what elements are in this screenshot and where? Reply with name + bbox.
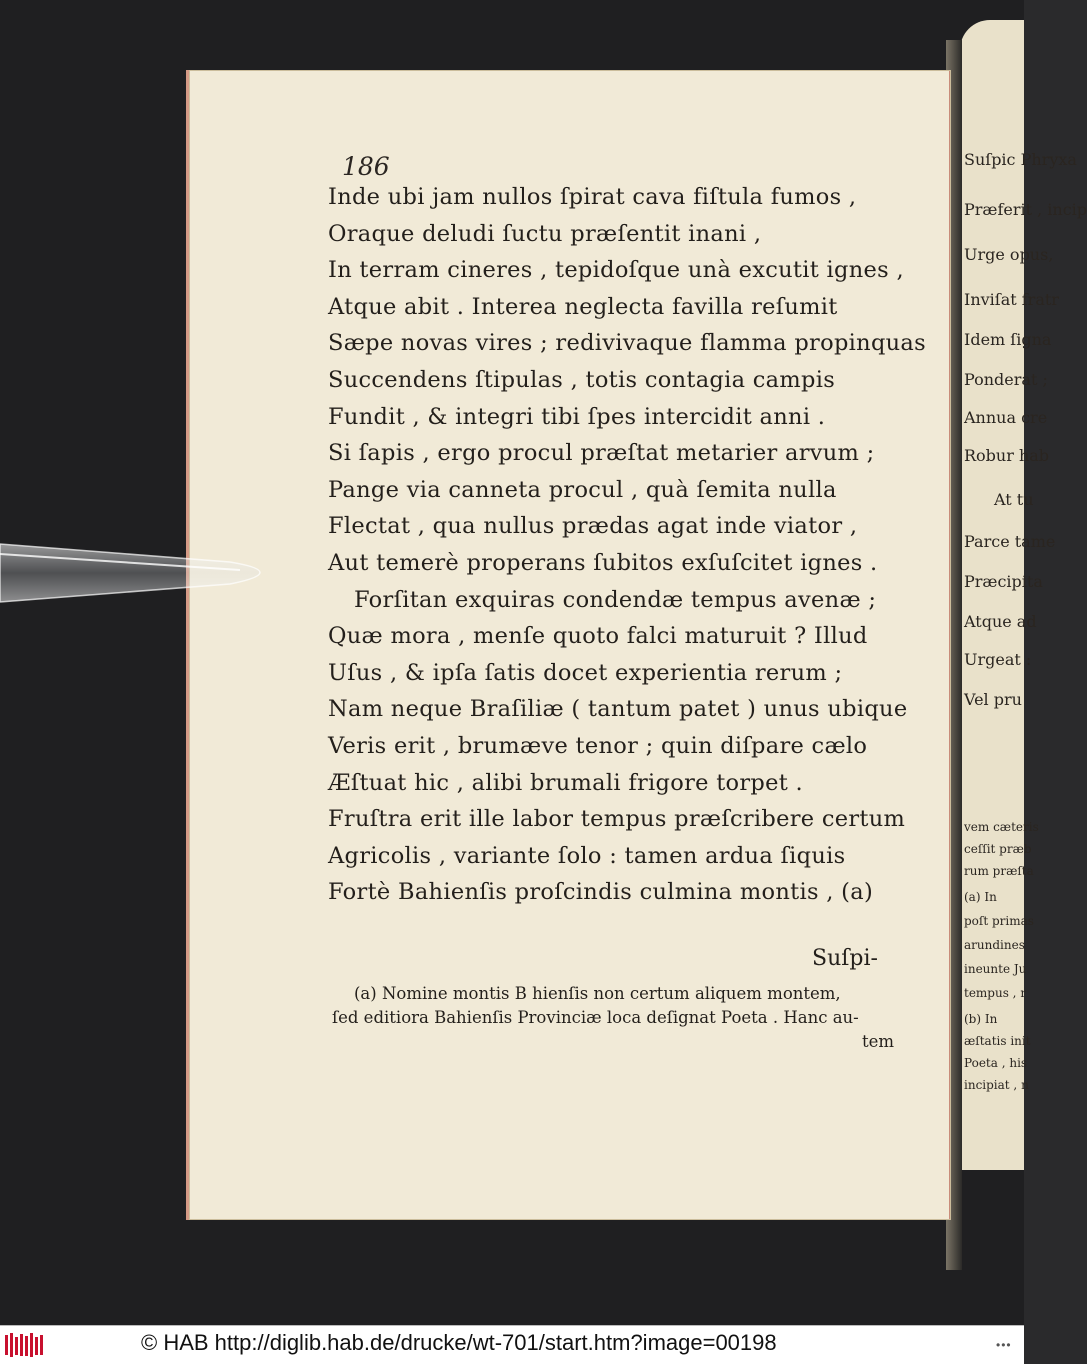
facing-page-fragment: (b) In [964,1012,998,1026]
facing-page-fragment: rum præſta [964,864,1034,878]
page-number: 186 [342,152,390,181]
verse-line: Uſus , & ipſa ſatis docet experientia rerum ; [328,659,843,686]
facing-page-fragment: Poeta , his [964,1056,1028,1070]
verse-line: Si ſapis , ergo procul præſtat metarier arvum ; [328,440,875,467]
verse-line: Agricolis , variante ſolo : tamen ardua ſiquis [328,842,846,869]
facing-page-fragment: æſtatis init [964,1034,1031,1048]
footnote-line: tem [862,1032,895,1051]
verse-line: Inde ubi jam nullos ſpirat cava fiſtula fumos , [328,184,857,210]
verse-line: Succendens ſtipulas , totis contagia campis [328,367,836,393]
copyright-link[interactable]: © HAB http://diglib.hab.de/drucke/wt-701/start.htm?image=00198 [141,1330,777,1355]
menu-dots-icon[interactable]: ••• [996,1338,1012,1352]
facing-page [960,20,1087,1170]
catchword: Suſpi- [812,946,878,971]
facing-page-fragment: Præcipita [964,572,1043,591]
verse-line: Fortè Bahienſis proſcindis culmina montis , (a) [328,879,874,906]
facing-page-fragment: (a) In [964,890,997,904]
facing-page-fragment: Inviſat fratr [964,290,1059,309]
verse-line: In terram cineres , tepidoſque unà excutit ignes , [328,257,904,284]
facing-page-fragment: Vel pru [964,690,1022,709]
verse-line: Æſtuat hic , alibi brumali frigore torpet . [328,769,803,796]
facing-page-fragment: incipiat , n [964,1078,1029,1092]
facing-page-fragment: tempus , r [964,986,1027,1000]
verse-line: Forſitan exquiras condendæ tempus avenæ ; [354,586,877,613]
facing-page-fragment: Idem ſigna [964,330,1052,349]
verse-line: Flectat , qua nullus prædas agat inde viator , [328,513,858,540]
facing-page-fragment: Urgeat : [964,650,1032,669]
hab-logo-icon [4,1331,44,1359]
facing-page-fragment: Præferit , incip [964,200,1087,219]
facing-page-fragment: Suſpic Phryxa [964,150,1077,169]
facing-page-fragment: vem cæteris [964,820,1039,834]
verse-line: Aut temerè properans ſubitos exſuſcitet ignes . [328,550,878,576]
verse-line: Nam neque Braſiliæ ( tantum patet ) unus ubique [328,696,908,723]
verse-line: Fruſtra erit ille labor tempus præſcribere certum [328,806,906,833]
verse-line: Veris erit , brumæve tenor ; quin diſpare cælo [328,733,868,759]
verse-line: Sæpe novas vires ; redivivaque flamma propinquas [328,330,926,357]
facing-page-fragment: ceſſit præb [964,842,1032,856]
facing-page-fragment: Robur hab [964,446,1050,465]
footnote-line: (a) Nomine montis B hienſis non certum aliquem montem, [354,984,841,1003]
facing-page-fragment: Ponderat ; [964,370,1048,389]
glass-pin-overlay [0,540,300,606]
viewer-footer [0,1325,1024,1364]
facing-page-fragment: Atque ad [964,612,1037,631]
verse-line: Quæ mora , menſe quoto falci maturuit ? Illud [328,623,868,650]
verse-line: Oraque deludi ſuctu præſentit inani , [328,220,762,247]
verse-line: Fundit , & integri tibi ſpes intercidit anni . [328,403,826,430]
facing-page-fragment: At tu [994,490,1034,509]
facing-page-fragment: ineunte Ju [964,962,1027,976]
facing-page-fragment: Annua cre [964,408,1048,427]
footnote-line: ſed editiora Bahienſis Provinciæ loca deſignat Poeta . Hanc au- [332,1008,859,1027]
verse-line: Atque abit . Interea neglecta favilla reſumit [328,293,838,320]
facing-page-fragment: poſt primas [964,914,1034,928]
facing-page-fragment: Parce tame [964,532,1056,551]
facing-page-fragment: arundines [964,938,1025,952]
facing-page-fragment: Urge opus, [964,245,1054,264]
verse-line: Pange via canneta procul , quà ſemita nulla [328,476,837,503]
